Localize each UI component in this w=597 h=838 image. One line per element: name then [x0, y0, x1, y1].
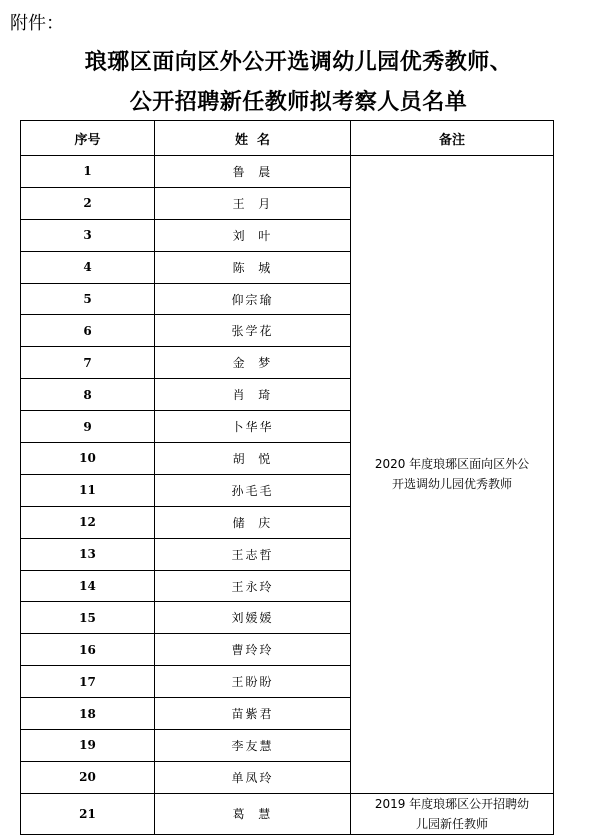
- row-serial-number: 13: [21, 538, 155, 570]
- row-serial-number: 4: [21, 251, 155, 283]
- header-serial-number: 序号: [21, 121, 155, 156]
- row-serial-number: 17: [21, 666, 155, 698]
- remark-group-1: 2020 年度琅琊区面向区外公开选调幼儿园优秀教师: [351, 156, 554, 794]
- row-name: 金 梦: [155, 347, 351, 379]
- row-name: 王永玲: [155, 570, 351, 602]
- row-serial-number: 7: [21, 347, 155, 379]
- row-name: 储 庆: [155, 506, 351, 538]
- header-remark: 备注: [351, 121, 554, 156]
- header-name: 姓 名: [155, 121, 351, 156]
- row-name: 单凤玲: [155, 761, 351, 793]
- row-name: 张学花: [155, 315, 351, 347]
- row-name: 曹玲玲: [155, 634, 351, 666]
- row-serial-number: 6: [21, 315, 155, 347]
- remark-group-2: 2019 年度琅琊区公开招聘幼儿园新任教师: [351, 793, 554, 834]
- row-name: 肖 琦: [155, 379, 351, 411]
- row-serial-number: 15: [21, 602, 155, 634]
- row-serial-number: 12: [21, 506, 155, 538]
- row-name: 王志哲: [155, 538, 351, 570]
- row-serial-number: 16: [21, 634, 155, 666]
- attachment-label: 附件：: [10, 13, 64, 34]
- row-serial-number: 1: [21, 156, 155, 188]
- row-serial-number: 11: [21, 474, 155, 506]
- row-serial-number: 5: [21, 283, 155, 315]
- row-name: 葛 慧: [155, 793, 351, 834]
- row-name: 陈 城: [155, 251, 351, 283]
- row-name: 刘 叶: [155, 219, 351, 251]
- row-name: 王 月: [155, 187, 351, 219]
- document-title-line-1: 琅琊区面向区外公开选调幼儿园优秀教师、: [84, 49, 513, 75]
- row-serial-number: 10: [21, 443, 155, 475]
- row-serial-number: 21: [21, 793, 155, 834]
- row-serial-number: 18: [21, 698, 155, 730]
- row-name: 胡 悦: [155, 443, 351, 475]
- row-serial-number: 3: [21, 219, 155, 251]
- row-name: 王盼盼: [155, 666, 351, 698]
- row-name: 李友慧: [155, 730, 351, 762]
- row-serial-number: 14: [21, 570, 155, 602]
- table-header-row: [21, 121, 554, 156]
- row-name: 苗紫君: [155, 698, 351, 730]
- table-row: [21, 793, 554, 834]
- row-serial-number: 9: [21, 411, 155, 443]
- candidate-table: [20, 120, 554, 835]
- row-serial-number: 19: [21, 730, 155, 762]
- row-name: 刘媛媛: [155, 602, 351, 634]
- row-name: 鲁 晨: [155, 156, 351, 188]
- document-title-line-2: 公开招聘新任教师拟考察人员名单: [129, 89, 468, 115]
- table-row: [21, 156, 554, 188]
- row-name: 孙毛毛: [155, 474, 351, 506]
- row-name: 卜华华: [155, 411, 351, 443]
- row-serial-number: 2: [21, 187, 155, 219]
- row-serial-number: 8: [21, 379, 155, 411]
- row-name: 仰宗瑜: [155, 283, 351, 315]
- row-serial-number: 20: [21, 761, 155, 793]
